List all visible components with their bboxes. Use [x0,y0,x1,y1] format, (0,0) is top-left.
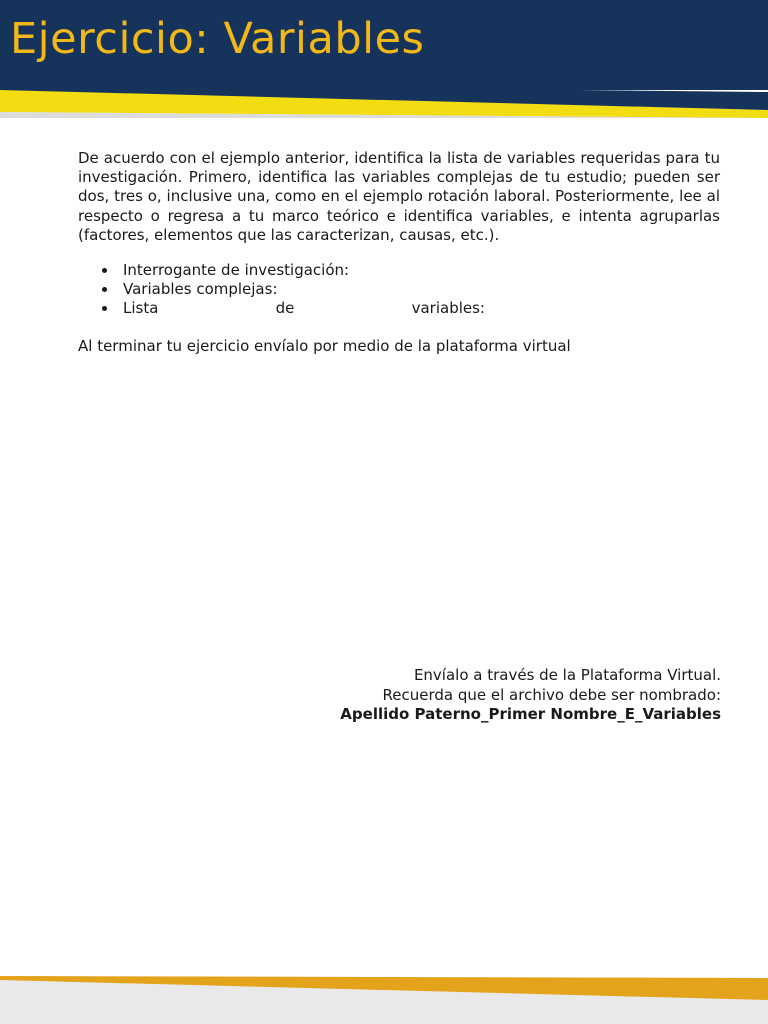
submission-note [340,666,721,725]
list-word: de [275,299,295,318]
list-word: variables: [411,299,485,318]
bullet-icon [102,268,107,273]
bullet-icon [102,287,107,292]
list-item-text: Interrogante de investigación: [123,261,350,280]
list-word: Lista [123,299,159,318]
submission-line: Envíalo a través de la Plataforma Virtual. [413,666,721,684]
intro-paragraph: De acuerdo con el ejemplo anterior, identifica la lista de variables requeridas para tu investigación. Primero, identifica las variables complejas de tu estudio; pueden ser dos, tres o, inclusive una, como en el ejemplo rotación laboral. Posteriormente, lee al respecto o regresa a tu marco teórico e identifica variables, e intenta agruparlas (factores, elementos que las caracterizan, causas, etc.). [78,149,720,244]
submission-line: Recuerda que el archivo debe ser nombrado: [382,685,721,704]
bullet-list [78,261,720,319]
list-item [78,261,720,280]
content-body [78,149,720,356]
bullet-icon [102,306,107,311]
footer-band [0,970,768,1024]
header-banner [0,0,768,118]
list-item [78,299,720,318]
file-name: Apellido Paterno_Primer Nombre_E_Variables [340,705,721,723]
closing-paragraph: Al terminar tu ejercicio envíalo por medio de la plataforma virtual [78,336,571,355]
list-item-text: Variables complejas: [123,280,278,299]
page-title: Ejercicio: Variables [10,14,425,64]
list-item [78,280,720,299]
list-item-text [123,299,485,318]
